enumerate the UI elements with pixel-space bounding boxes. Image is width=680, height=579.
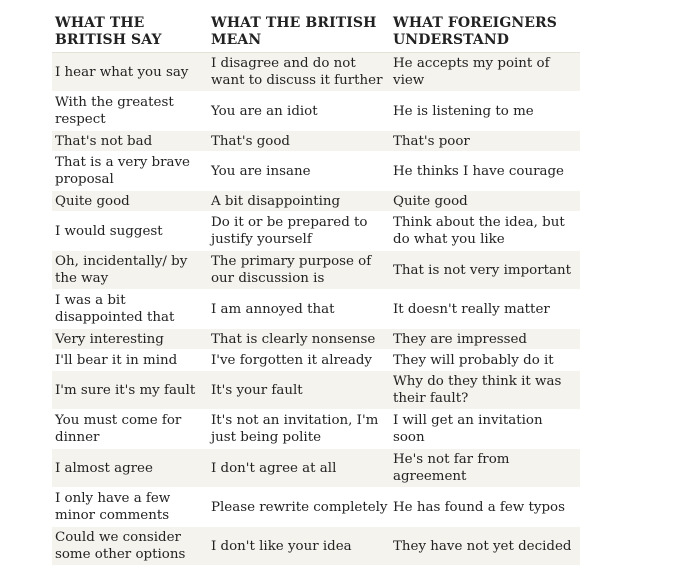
table-row [52, 92, 580, 131]
cell-british-mean: You are an idiot [208, 92, 390, 131]
header-row [52, 12, 580, 53]
table-row [52, 488, 580, 527]
cell-foreigners-understand: That is not very important [390, 251, 580, 290]
table-row [52, 212, 580, 251]
cell-british-say: With the greatest respect [52, 92, 208, 131]
cell-foreigners-understand: I will get an invitation soon [390, 410, 580, 449]
cell-foreigners-understand: That's poor [390, 131, 580, 152]
cell-british-say: I'll bear it in mind [52, 350, 208, 371]
cell-foreigners-understand: They have not yet decided [390, 527, 580, 566]
cell-british-say: I'm sure it's my fault [52, 371, 208, 410]
header-foreigners-understand: WHAT FOREIGNERS UNDERSTAND [390, 12, 580, 53]
cell-foreigners-understand: He has found a few typos [390, 488, 580, 527]
cell-british-say: I hear what you say [52, 53, 208, 92]
cell-foreigners-understand: He accepts my point of view [390, 53, 580, 92]
cell-british-mean: You are insane [208, 152, 390, 191]
cell-foreigners-understand: They will probably do it [390, 350, 580, 371]
table-row [52, 329, 580, 350]
cell-british-mean: It's not an invitation, I'm just being polite [208, 410, 390, 449]
cell-british-say: Could we consider some other options [52, 527, 208, 566]
cell-foreigners-understand: He is listening to me [390, 92, 580, 131]
table-row [52, 350, 580, 371]
table-row [52, 131, 580, 152]
cell-british-mean: I've forgotten it already [208, 350, 390, 371]
cell-british-mean: I don't agree at all [208, 449, 390, 488]
cell-british-say: Oh, incidentally/ by the way [52, 251, 208, 290]
cell-british-mean: That's good [208, 131, 390, 152]
cell-british-say: Quite good [52, 191, 208, 212]
table-row [52, 449, 580, 488]
cell-british-say: I was a bit disappointed that [52, 290, 208, 329]
cell-british-mean: I don't like your idea [208, 527, 390, 566]
cell-british-mean: A bit disappointing [208, 191, 390, 212]
table-row [52, 53, 580, 92]
cell-foreigners-understand: He's not far from agreement [390, 449, 580, 488]
cell-british-mean: The primary purpose of our discussion is [208, 251, 390, 290]
table-row [52, 152, 580, 191]
table-row [52, 290, 580, 329]
table-row [52, 410, 580, 449]
cell-british-say: I only have a few minor comments [52, 488, 208, 527]
cell-foreigners-understand: He thinks I have courage [390, 152, 580, 191]
cell-british-say: That's not bad [52, 131, 208, 152]
cell-british-mean: I am annoyed that [208, 290, 390, 329]
cell-british-mean: Do it or be prepared to justify yourself [208, 212, 390, 251]
cell-british-say: I would suggest [52, 212, 208, 251]
cell-british-say: I almost agree [52, 449, 208, 488]
cell-foreigners-understand: Think about the idea, but do what you like [390, 212, 580, 251]
cell-british-mean: It's your fault [208, 371, 390, 410]
cell-british-mean: Please rewrite completely [208, 488, 390, 527]
cell-foreigners-understand: Why do they think it was their fault? [390, 371, 580, 410]
cell-british-mean: I disagree and do not want to discuss it further [208, 53, 390, 92]
table-row [52, 251, 580, 290]
table-row [52, 527, 580, 566]
cell-foreigners-understand: Quite good [390, 191, 580, 212]
cell-british-say: Very interesting [52, 329, 208, 350]
cell-foreigners-understand: It doesn't really matter [390, 290, 580, 329]
cell-british-mean: That is clearly nonsense [208, 329, 390, 350]
cell-foreigners-understand: They are impressed [390, 329, 580, 350]
cell-british-say: You must come for dinner [52, 410, 208, 449]
cell-british-say: That is a very brave proposal [52, 152, 208, 191]
table-row [52, 371, 580, 410]
header-british-say: WHAT THE BRITISH SAY [52, 12, 208, 53]
header-british-mean: WHAT THE BRITISH MEAN [208, 12, 390, 53]
british-phrases-table [52, 12, 580, 566]
table-row [52, 191, 580, 212]
